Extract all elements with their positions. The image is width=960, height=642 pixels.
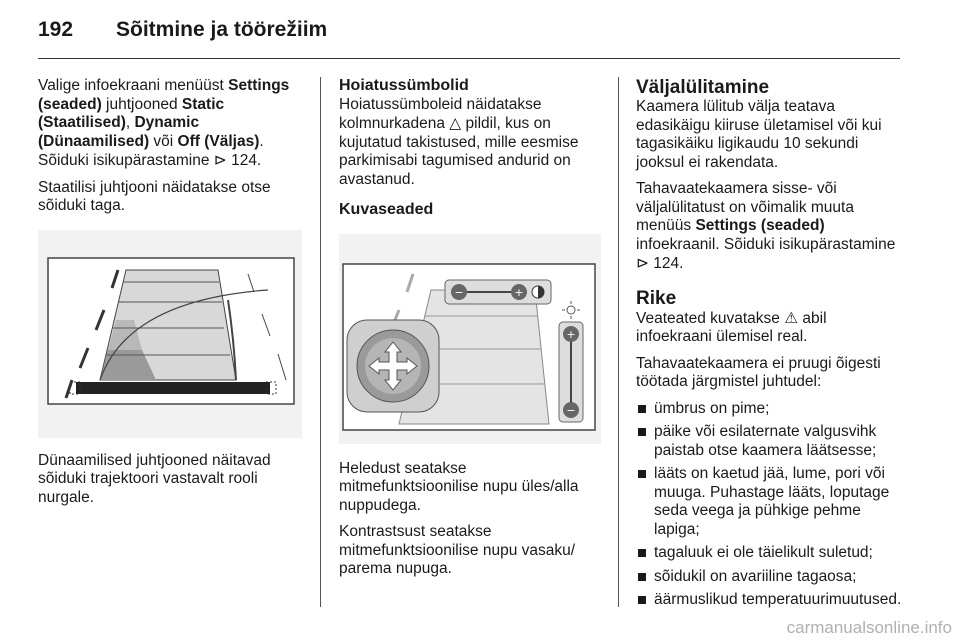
paragraph-fault-messages: Veateated kuvatakse ⚠ abil infoekraani ülemisel real.	[636, 308, 827, 345]
watermark: carmanualsonline.info	[786, 618, 952, 637]
paragraph-static-lines: Staatilisi juhtjooni näidatakse otse sõiduki taga.	[38, 178, 271, 214]
svg-text:+: +	[514, 285, 524, 299]
list-item: ümbrus on pime;	[636, 400, 904, 419]
column-1	[38, 77, 306, 515]
column-3	[636, 77, 904, 615]
svg-text:+: +	[566, 327, 576, 341]
svg-text:−: −	[566, 403, 576, 417]
header-divider	[38, 58, 900, 59]
warning-triangle-icon: ⚠	[784, 308, 799, 327]
list-item: tagaluuk ei ole täielikult suletud;	[636, 544, 904, 563]
conditions-list	[636, 400, 904, 610]
page-reference-arrow-icon: ⊳	[636, 254, 649, 272]
display-settings-illustration	[339, 234, 601, 444]
page-reference-link-2[interactable]: ⊳ 124.	[636, 254, 684, 272]
page-number: 192	[38, 18, 74, 41]
page-reference-arrow-icon: ⊳	[213, 151, 227, 169]
list-item: äärmuslikud temperatuurimuutused.	[636, 591, 904, 610]
paragraph-camera-toggle: Tahavaatekaamera sisse- või väljalülitatust on võimalik muuta menüüs Settings (seaded) infoekraanil. Sõiduki isikupärastamine ⊳ 124.	[636, 180, 896, 272]
list-item: päike või esilaternate valgusvihk paistab otse kaamera läätsesse;	[636, 423, 904, 460]
paragraph-warning-symbols: Hoiatussümboleid näidatakse kolmnurkadena △ pildil, kus on kujutatud takistused, mille eesmise parkimisabi tagumised andurid on avastanud.	[339, 95, 579, 188]
column-2	[339, 77, 601, 587]
page-reference-link[interactable]: Sõiduki isikupärastamine ⊳ 124.	[38, 151, 262, 169]
heading-display-settings: Kuvaseaded	[339, 201, 434, 218]
column-divider-2	[618, 77, 619, 607]
page-header	[38, 18, 908, 48]
heading-warning-symbols: Hoiatussümbolid	[339, 77, 469, 94]
list-item: sõidukil on avariiline tagaosa;	[636, 568, 904, 587]
heading-switch-off: Väljalülitamine	[636, 77, 770, 98]
four-way-arrow-icon	[347, 320, 439, 412]
paragraph-guidelines-setting: Valige infoekraani menüüst Settings (seaded) juhtjooned Static (Staatilised), Dynamic (Dünaamilised) või Off (Väljas). Sõiduki isikupärastamine ⊳ 124.	[38, 77, 290, 169]
svg-text:−: −	[454, 285, 464, 299]
column-divider-1	[320, 77, 321, 607]
paragraph-switch-off: Kaamera lülitub välja teatava edasikäigu kiiruse ületamisel või kui tagasikäiku ligikaudu 10 sekundi jooksul ei rakendata.	[636, 98, 882, 171]
paragraph-contrast: Kontrastsust seatakse mitmefunktsioonilise nupu vasaku/ parema nupuga.	[339, 523, 576, 577]
list-item: lääts on kaetud jää, lume, pori või muuga. Puhastage lääts, loputage seda veega ja pühkige pehme lapiga;	[636, 465, 904, 539]
warning-triangle-icon: △	[449, 114, 462, 132]
page-title: Sõitmine ja töörežiim	[116, 18, 328, 41]
heading-fault: Rike	[636, 287, 677, 309]
paragraph-dynamic-lines: Dünaamilised juhtjooned näitavad sõiduki trajektoori vastavalt rooli nurgale.	[38, 451, 271, 506]
guidelines-illustration	[38, 230, 302, 438]
paragraph-conditions: Tahavaatekaamera ei pruugi õigesti töötada järgmistel juhtudel:	[636, 354, 881, 390]
paragraph-brightness: Heledust seatakse mitmefunktsioonilise nupu üles/alla nuppudega.	[339, 459, 579, 514]
